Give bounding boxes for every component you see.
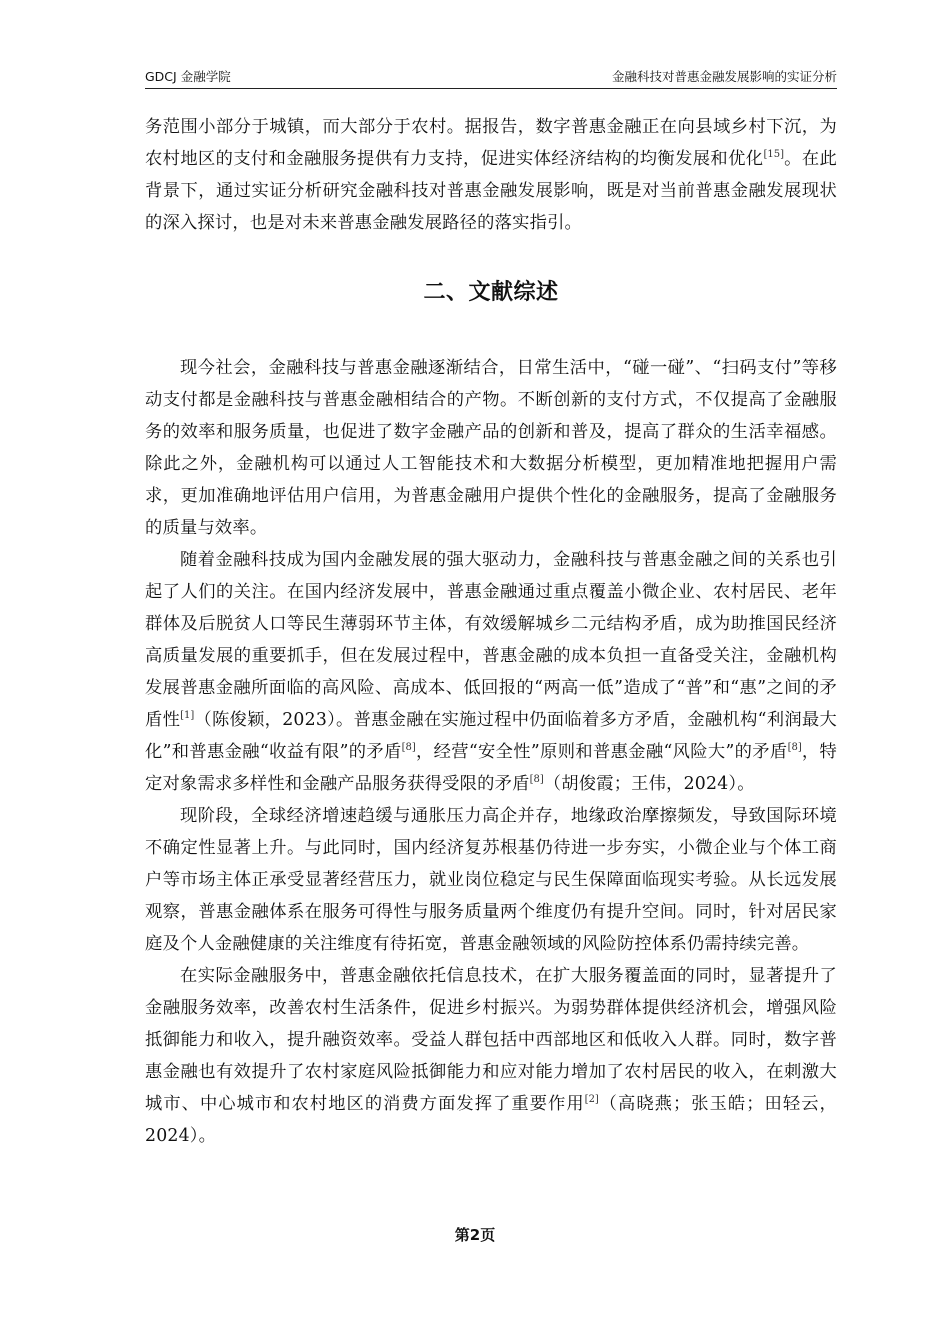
- intro-paragraph: [145, 111, 837, 239]
- paragraph-5-text-b: （高晓燕；张玉皓；田轻云，2024）。: [145, 1094, 837, 1146]
- citation-8: [8]: [529, 774, 544, 785]
- citation-2: [2]: [584, 1094, 599, 1105]
- page-header: [145, 64, 837, 89]
- page-number: 第2页: [454, 1226, 496, 1244]
- citation-8: [8]: [401, 742, 416, 753]
- paragraph-3: [145, 544, 837, 800]
- header-paper-title: 金融科技对普惠金融发展影响的实证分析: [611, 69, 837, 84]
- paragraph-3-text-a: 随着金融科技成为国内金融发展的强大驱动力，金融科技与普惠金融之间的关系也引起了人们的关注。在国内经济发展中，普惠金融通过重点覆盖小微企业、农村居民、老年群体及后脱贫人口等民生薄弱环节主体，有效缓解城乡二元结构矛盾，成为助推国民经济高质量发展的重要抓手，但在发展过程中，普惠金融的成本负担一直备受关注，金融机构发展普惠金融所面临的高风险、高成本、低回报的“两高一低”造成了“普”和“惠”之间的矛盾性: [145, 550, 837, 730]
- citation-15: [15]: [763, 149, 784, 160]
- header-institution: GDCJ 金融学院: [145, 69, 231, 84]
- intro-text: 务范围小部分于城镇，而大部分于农村。据报告，数字普惠金融正在向县域乡村下沉，为农村地区的支付和金融服务提供有力支持，促进实体经济结构的均衡发展和优化: [145, 117, 837, 169]
- paragraph-4: 现阶段，全球经济增速趋缓与通胀压力高企并存，地缘政治摩擦频发，导致国际环境不确定性显著上升。与此同时，国内经济复苏根基仍待进一步夯实，小微企业与个体工商户等市场主体正承受显著经营压力，就业岗位稳定与民生保障面临现实考验。从长远发展观察，普惠金融体系在服务可得性与服务质量两个维度仍有提升空间。同时，针对居民家庭及个人金融健康的关注维度有待拓宽，普惠金融领域的风险防控体系仍需持续完善。: [145, 806, 837, 954]
- paragraph-3-text-d: ，特定对象需求多样性和金融产品服务获得受限的矛盾: [145, 742, 837, 794]
- paragraph-5-text-a: 在实际金融服务中，普惠金融依托信息技术，在扩大服务覆盖面的同时，显著提升了金融服务效率，改善农村生活条件，促进乡村振兴。为弱势群体提供经济机会，增强风险抵御能力和收入，提升融资效率。受益人群包括中西部地区和低收入人群。同时，数字普惠金融也有效提升了农村家庭风险抵御能力和应对能力增加了农村居民的收入，在刺激大城市、中心城市和农村地区的消费方面发挥了重要作用: [145, 966, 837, 1114]
- citation-8: [8]: [787, 742, 802, 753]
- paragraph-3-text-e: （胡俊霞；王伟，2024）。: [543, 774, 755, 794]
- section-heading: 二、文献综述: [423, 280, 559, 305]
- paragraph-3-text-b: （陈俊颖，2023）。普惠金融在实施过程中仍面临着多方矛盾，金融机构“利润最大化”和普惠金融“收益有限”的矛盾: [145, 710, 837, 762]
- paragraph-3-text-c: ，经营“安全性”原则和普惠金融“风险大”的矛盾: [415, 742, 788, 762]
- citation-1: [1]: [180, 710, 195, 721]
- paragraph-2: 现今社会，金融科技与普惠金融逐渐结合，日常生活中，“碰一碰”、“扫码支付”等移动支付都是金融科技与普惠金融相结合的产物。不断创新的支付方式，不仅提高了金融服务的效率和服务质量，也促进了数字金融产品的创新和普及，提高了群众的生活幸福感。除此之外，金融机构可以通过人工智能技术和大数据分析模型，更加精准地把握用户需求，更加准确地评估用户信用，为普惠金融用户提供个性化的金融服务，提高了金融服务的质量与效率。: [145, 358, 837, 538]
- intro-text-tail: 。在此背景下，通过实证分析研究金融科技对普惠金融发展影响，既是对当前普惠金融发展现状的深入探讨，也是对未来普惠金融发展路径的落实指引。: [145, 149, 837, 233]
- paragraph-5: [145, 960, 837, 1152]
- body-text: [145, 111, 837, 1152]
